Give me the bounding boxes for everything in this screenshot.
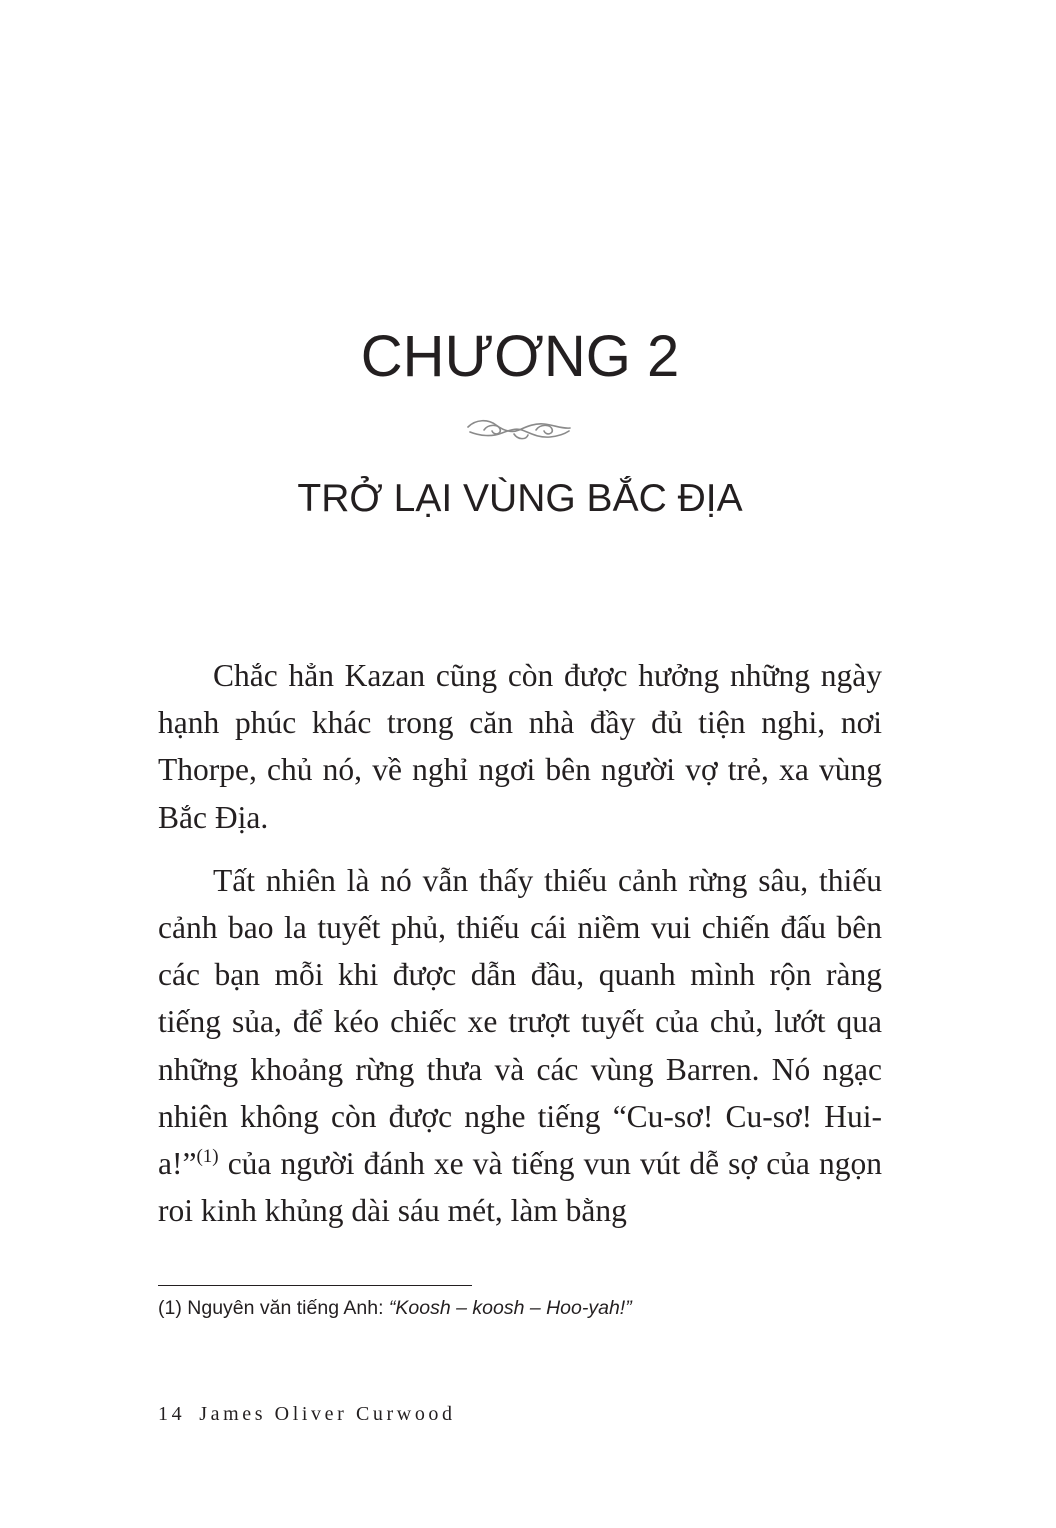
chapter-number-heading: CHƯƠNG 2 [360,324,680,389]
running-footer [158,1400,456,1428]
footnote-reference: (1) [196,1146,219,1168]
page-number: 14 [158,1403,186,1425]
chapter-body [158,652,882,1250]
body-paragraph: Chắc hẳn Kazan cũng còn được hưởng những ngày hạnh phúc khác trong căn nhà đầy đủ tiện nghi, nơi Thorpe, chủ nó, về nghỉ ngơi bên người vợ trẻ, xa vùng Bắc Địa. [158,658,882,835]
flourish-divider-icon [466,414,572,446]
body-paragraph-text: của người đánh xe và tiếng vun vút dễ sợ của ngọn roi kinh khủng dài sáu mét, làm bằng [158,1146,882,1229]
body-paragraph-text: Tất nhiên là nó vẫn thấy thiếu cảnh rừng sâu, thiếu cảnh bao la tuyết phủ, thiếu cái niềm vui chiến đấu bên các bạn mỗi khi được dẫn đầu, quanh mình rộn ràng tiếng sủa, để kéo chiếc xe trượt tuyết của chủ, lướt qua những khoảng rừng thưa và các vùng Barren. Nó ngạc nhiên không còn được nghe tiếng “Cu-sơ! Cu-sơ! Hui-a!” [158,862,882,1182]
footnote-lead-text: Nguyên văn tiếng Anh: [187,1297,389,1319]
footnote [158,1294,882,1322]
footer-author: James Oliver Curwood [199,1403,456,1425]
footnote-divider [158,1285,472,1286]
body-paragraph [158,857,882,1235]
footnote-quote: “Koosh – koosh – Hoo-yah!” [388,1297,632,1319]
chapter-title-heading: TRỞ LẠI VÙNG BẮC ĐỊA [297,477,743,520]
footnote-marker: (1) [158,1297,182,1319]
